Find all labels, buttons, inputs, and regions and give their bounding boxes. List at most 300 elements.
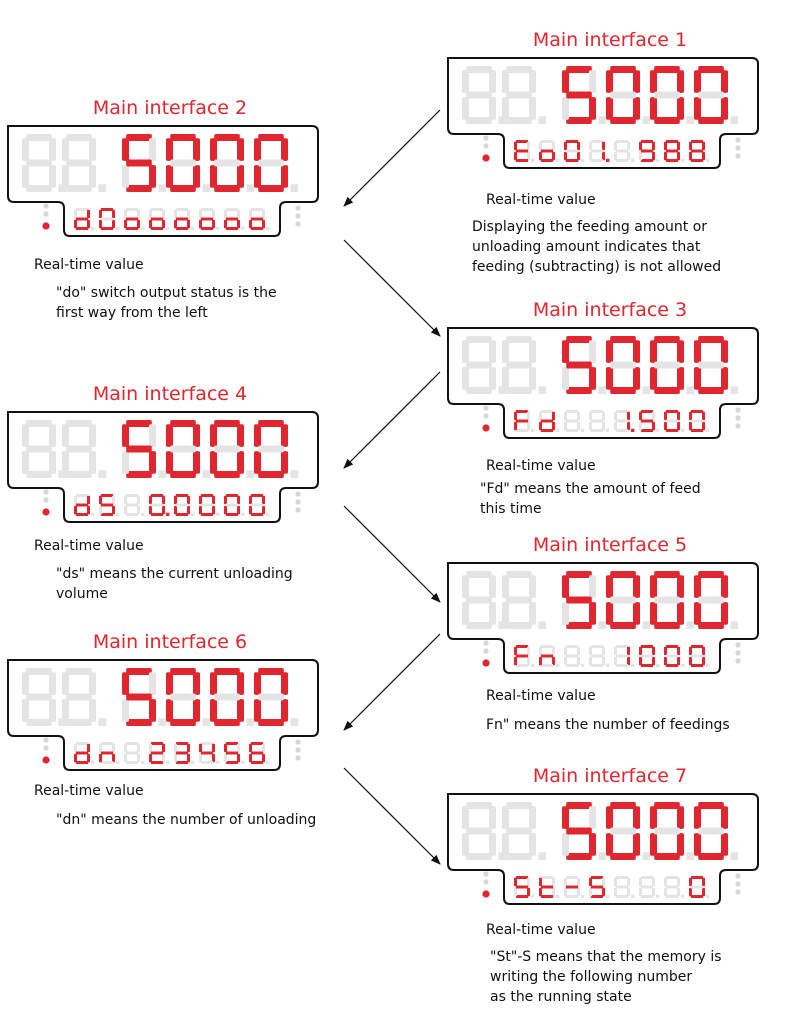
segment-g [506, 92, 532, 99]
decimal-point [606, 429, 609, 432]
segment-b [702, 142, 705, 150]
segment-b [577, 142, 580, 150]
decimal-point [531, 895, 534, 898]
segment-f [199, 210, 202, 218]
segment-b [489, 70, 496, 93]
segment-d [566, 664, 578, 667]
segment-c [89, 165, 96, 188]
segment-c [87, 220, 90, 228]
segment-a [516, 876, 528, 879]
segment-g [126, 160, 152, 167]
panel-main-interface-2 [0, 96, 340, 336]
segment-c [552, 152, 555, 160]
segment-g [214, 160, 240, 167]
decimal-point [631, 664, 634, 667]
segment-d [666, 159, 678, 162]
segment-a [616, 410, 628, 413]
segment-b [633, 806, 640, 829]
indicator-led [295, 491, 300, 496]
decimal-point [158, 470, 166, 478]
segment-d [691, 664, 703, 667]
segment-c [193, 699, 200, 722]
decimal-point [191, 513, 194, 516]
segment-e [74, 754, 77, 762]
segment-g [541, 886, 553, 889]
segment-b [677, 142, 680, 150]
segment-d [66, 471, 92, 478]
segment-f [694, 70, 701, 93]
segment-g [616, 655, 628, 658]
segment-f [650, 575, 657, 598]
segment-d [76, 227, 88, 230]
segment-c [187, 220, 190, 228]
segment-b [87, 744, 90, 752]
segment-b [677, 340, 684, 363]
segment-a [691, 140, 703, 143]
decimal-point [241, 513, 244, 516]
segment-g [698, 597, 724, 604]
segment-c [237, 506, 240, 514]
indicator-led-active [482, 659, 489, 666]
segment-b [652, 142, 655, 150]
segment-d [251, 513, 263, 516]
segment-c [529, 833, 536, 856]
segment-b [87, 496, 90, 504]
segment-b [281, 138, 288, 161]
segment-g [151, 752, 163, 755]
segment-f [199, 744, 202, 752]
segment-f [99, 744, 102, 752]
decimal-point [706, 429, 709, 432]
segment-f [589, 142, 592, 150]
segment-g [66, 446, 92, 453]
indicator-led [483, 405, 488, 410]
panel-description: "ds" means the current unloading volume [56, 566, 293, 602]
segment-a [506, 571, 532, 578]
segment-d [466, 622, 492, 629]
decimal-point [706, 895, 709, 898]
decimal-point [531, 159, 534, 162]
segment-d [170, 185, 196, 192]
segment-a [654, 802, 680, 809]
segment-g [151, 218, 163, 221]
segment-a [591, 645, 603, 648]
decimal-point [538, 116, 546, 124]
segment-e [564, 152, 567, 160]
segment-e [664, 657, 667, 665]
segment-c [49, 451, 56, 474]
segment-f [74, 496, 77, 504]
segment-c [87, 754, 90, 762]
segment-e [249, 220, 252, 228]
segment-f [249, 210, 252, 218]
segment-c [149, 165, 156, 188]
segment-e [174, 220, 177, 228]
segment-c [577, 422, 580, 430]
segment-d [126, 227, 138, 230]
segment-f [149, 496, 152, 504]
segment-b [602, 142, 605, 150]
segment-e [664, 422, 667, 430]
arrow-6-to-7 [344, 768, 440, 864]
segment-f [562, 70, 569, 93]
segment-f [650, 340, 657, 363]
segment-e [199, 754, 202, 762]
segment-f [514, 647, 517, 655]
decimal-point [730, 621, 738, 629]
segment-d [258, 719, 284, 726]
indicator-led [43, 745, 48, 750]
segment-a [591, 410, 603, 413]
segment-f [664, 142, 667, 150]
segment-a [251, 208, 263, 211]
decimal-point [116, 513, 119, 516]
segment-b [193, 672, 200, 695]
decimal-point [581, 429, 584, 432]
segment-c [702, 657, 705, 665]
panel-description: "St"-S means that the memory is writing the following number as the running state [490, 949, 722, 1005]
segment-f [174, 496, 177, 504]
segment-b [552, 412, 555, 420]
segment-a [566, 140, 578, 143]
segment-b [281, 672, 288, 695]
segment-d [506, 622, 532, 629]
segment-g [226, 504, 238, 507]
segment-f [99, 210, 102, 218]
decimal-point [166, 761, 169, 764]
segment-e [650, 602, 657, 625]
segment-d [610, 622, 636, 629]
realtime-label: Real-time value [34, 538, 144, 554]
segment-g [76, 504, 88, 507]
realtime-label: Real-time value [486, 458, 596, 474]
segment-f [614, 878, 617, 886]
segment-c [527, 657, 530, 665]
segment-a [214, 134, 240, 141]
segment-f [564, 647, 567, 655]
segment-c [627, 657, 630, 665]
segment-a [101, 742, 113, 745]
indicator-led [735, 423, 740, 428]
segment-b [721, 575, 728, 598]
segment-c [527, 888, 530, 896]
segment-d [541, 429, 553, 432]
indicator-led-active [482, 154, 489, 161]
segment-g [151, 504, 163, 507]
indicator-led [295, 755, 300, 760]
segment-f [502, 806, 509, 829]
segment-e [210, 165, 217, 188]
decimal-point [91, 227, 94, 230]
segment-e [514, 657, 517, 665]
segment-b [702, 412, 705, 420]
segment-g [506, 828, 532, 835]
segment-g [258, 446, 284, 453]
segment-f [694, 575, 701, 598]
segment-a [151, 742, 163, 745]
segment-c [589, 97, 596, 120]
segment-e [589, 422, 592, 430]
segment-c [137, 506, 140, 514]
segment-a [201, 208, 213, 211]
decimal-point [730, 116, 738, 124]
segment-c [652, 888, 655, 896]
decimal-point [598, 386, 606, 394]
segment-d [466, 387, 492, 394]
indicator-led [735, 642, 740, 647]
segment-f [149, 744, 152, 752]
segment-a [126, 420, 152, 427]
segment-a [126, 134, 152, 141]
segment-b [577, 647, 580, 655]
segment-g [541, 655, 553, 658]
segment-d [126, 513, 138, 516]
segment-e [606, 833, 613, 856]
segment-e [639, 422, 642, 430]
segment-b [162, 210, 165, 218]
segment-b [552, 142, 555, 150]
segment-f [562, 575, 569, 598]
segment-f [22, 424, 29, 447]
decimal-point [656, 159, 659, 162]
segment-b [237, 744, 240, 752]
segment-b [193, 424, 200, 447]
segment-d [616, 159, 628, 162]
segment-f [639, 878, 642, 886]
segment-e [210, 699, 217, 722]
indicator-led [735, 881, 740, 886]
segment-d [26, 719, 52, 726]
segment-c [112, 754, 115, 762]
segment-g [176, 752, 188, 755]
segment-g [566, 886, 578, 889]
decimal-point [556, 895, 559, 898]
segment-b [49, 138, 56, 161]
segment-e [562, 833, 569, 856]
segment-g [506, 362, 532, 369]
segment-e [254, 451, 261, 474]
indicator-led [735, 889, 740, 894]
decimal-point [581, 895, 584, 898]
decimal-point [556, 159, 559, 162]
segment-f [62, 138, 69, 161]
segment-f [564, 412, 567, 420]
segment-d [591, 429, 603, 432]
segment-a [226, 742, 238, 745]
segment-g [566, 420, 578, 423]
left-indicator-leds [42, 737, 49, 763]
segment-d [654, 117, 680, 124]
segment-g [610, 828, 636, 835]
segment-b [702, 878, 705, 886]
realtime-label: Real-time value [486, 922, 596, 938]
segment-g [654, 92, 680, 99]
segment-g [666, 886, 678, 889]
segment-g [566, 150, 578, 153]
segment-g [541, 420, 553, 423]
decimal-point [642, 852, 650, 860]
indicator-led [295, 507, 300, 512]
segment-d [698, 622, 724, 629]
segment-d [176, 513, 188, 516]
right-indicator-leds [295, 205, 300, 226]
decimal-point [166, 227, 169, 230]
segment-e [502, 97, 509, 120]
segment-b [262, 496, 265, 504]
segment-b [627, 142, 630, 150]
segment-c [237, 754, 240, 762]
segment-g [654, 828, 680, 835]
segment-g [26, 694, 52, 701]
segment-c [589, 833, 596, 856]
segment-a [541, 876, 553, 879]
segment-d [214, 719, 240, 726]
segment-e [606, 602, 613, 625]
indicator-led [295, 205, 300, 210]
segment-c [137, 754, 140, 762]
segment-c [212, 220, 215, 228]
decimal-point [730, 852, 738, 860]
decimal-point [91, 513, 94, 516]
segment-b [212, 210, 215, 218]
decimal-point [290, 718, 298, 726]
panel-main-interface-4 [0, 382, 340, 602]
segment-f [694, 806, 701, 829]
segment-g [610, 92, 636, 99]
segment-e [462, 367, 469, 390]
segment-d [541, 895, 553, 898]
segment-a [541, 645, 553, 648]
segment-d [566, 429, 578, 432]
segment-a [616, 876, 628, 879]
segment-c [529, 367, 536, 390]
indicator-led [483, 135, 488, 140]
segment-g [258, 694, 284, 701]
segment-c [652, 422, 655, 430]
decimal-point [531, 664, 534, 667]
decimal-point [158, 718, 166, 726]
segment-c [677, 97, 684, 120]
segment-a [654, 66, 680, 73]
decimal-point [606, 664, 609, 667]
segment-g [466, 362, 492, 369]
segment-b [589, 806, 596, 829]
segment-a [541, 410, 553, 413]
segment-a [591, 140, 603, 143]
segment-a [258, 420, 284, 427]
segment-e [210, 451, 217, 474]
segment-a [641, 876, 653, 879]
segment-g [666, 150, 678, 153]
segment-e [694, 602, 701, 625]
segment-e [694, 367, 701, 390]
segment-e [562, 602, 569, 625]
segment-c [112, 506, 115, 514]
segment-a [26, 134, 52, 141]
segment-g [566, 655, 578, 658]
left-indicator-leds [42, 489, 49, 515]
segment-g [691, 420, 703, 423]
segment-a [214, 668, 240, 675]
segment-a [251, 742, 263, 745]
segment-e [249, 506, 252, 514]
segment-e [224, 220, 227, 228]
segment-e [539, 888, 542, 896]
segment-f [124, 210, 127, 218]
segment-g [226, 752, 238, 755]
segment-d [251, 227, 263, 230]
segment-f [122, 138, 129, 161]
segment-e [650, 367, 657, 390]
segment-e [122, 165, 129, 188]
segment-a [698, 66, 724, 73]
segment-f [650, 70, 657, 93]
segment-c [162, 754, 165, 762]
segment-e [174, 754, 177, 762]
segment-f [502, 575, 509, 598]
segment-f [639, 142, 642, 150]
segment-b [677, 878, 680, 886]
indicator-led-active [42, 756, 49, 763]
segment-b [627, 647, 630, 655]
segment-a [698, 336, 724, 343]
decimal-point [290, 184, 298, 192]
segment-b [677, 575, 684, 598]
segment-a [66, 134, 92, 141]
led-display [0, 408, 340, 548]
arrow-1-to-2 [344, 110, 440, 206]
decimal-point [606, 895, 609, 898]
segment-e [166, 165, 173, 188]
indicator-led [735, 658, 740, 663]
indicator-led [43, 497, 48, 502]
segment-f [149, 210, 152, 218]
segment-e [166, 451, 173, 474]
segment-d [616, 895, 628, 898]
segment-d [610, 853, 636, 860]
decimal-point [241, 227, 244, 230]
segment-d [76, 761, 88, 764]
segment-a [516, 140, 528, 143]
right-indicator-leds [295, 739, 300, 760]
segment-f [22, 138, 29, 161]
segment-g [691, 655, 703, 658]
segment-g [698, 828, 724, 835]
panel-title: Main interface 3 [532, 299, 688, 321]
indicator-led [735, 415, 740, 420]
segment-a [566, 336, 592, 343]
segment-b [262, 210, 265, 218]
segment-c [677, 833, 684, 856]
segment-a [101, 494, 113, 497]
segment-b [112, 744, 115, 752]
segment-c [489, 97, 496, 120]
segment-e [562, 367, 569, 390]
segment-e [22, 451, 29, 474]
segment-c [627, 422, 630, 430]
segment-d [226, 513, 238, 516]
segment-d [201, 227, 213, 230]
segment-f [166, 138, 173, 161]
segment-d [466, 853, 492, 860]
segment-d [506, 117, 532, 124]
decimal-point [202, 718, 210, 726]
segment-c [529, 602, 536, 625]
segment-d [214, 185, 240, 192]
decimal-point [98, 184, 106, 192]
segment-g [616, 420, 628, 423]
led-display [0, 656, 340, 796]
